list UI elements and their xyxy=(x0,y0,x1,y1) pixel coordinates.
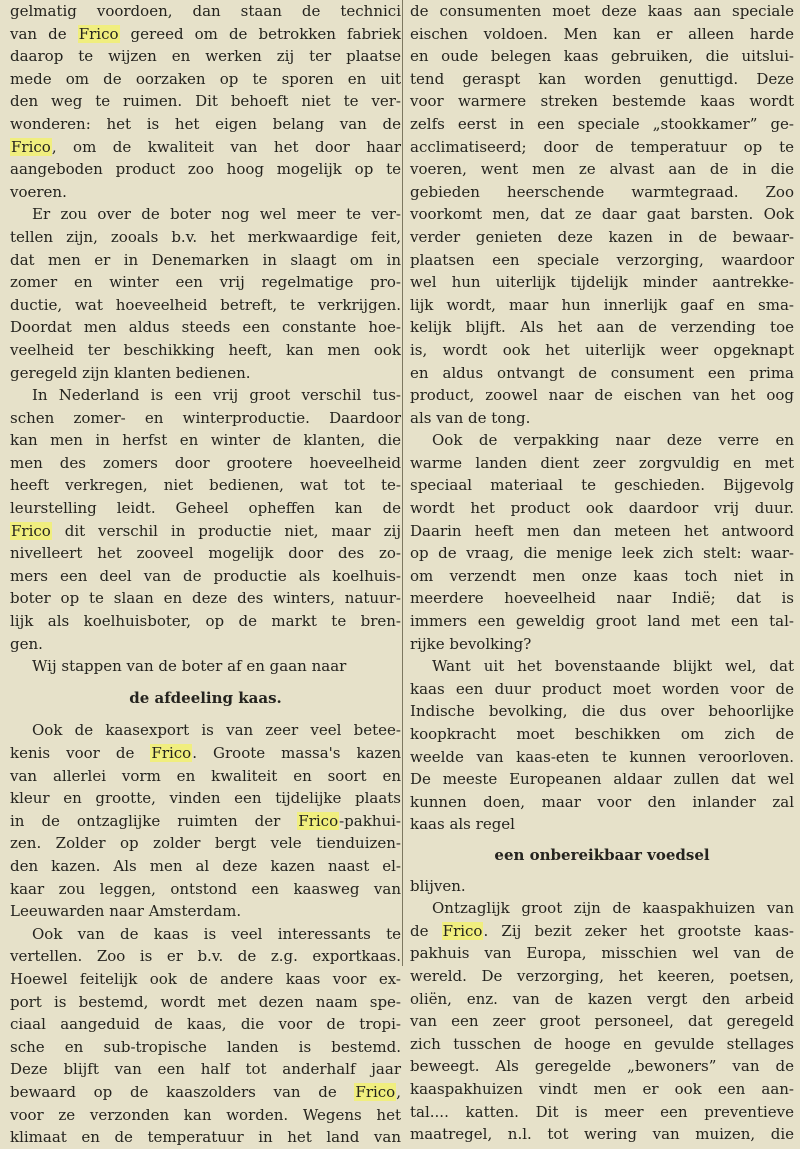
text-line: oliën, enz. van de kazen vergt den arbeid xyxy=(410,989,794,1008)
text-line: kaar zou leggen, ontstond een kaasweg van xyxy=(10,879,401,898)
text-line: blijven. xyxy=(410,876,466,895)
text-line: Frico dit verschil in productie niet, maar zij xyxy=(11,521,401,540)
text-line: maatregel, n.l. tot wering van muizen, die xyxy=(410,1125,794,1144)
text-line: daarop te wijzen en werken zij ter plaatse xyxy=(10,47,401,66)
search-highlight: Frico xyxy=(355,1082,396,1101)
text-line: voor warmere streken bestemde kaas wordt xyxy=(410,92,794,111)
text-line: pakhuis van Europa, misschien wel van de xyxy=(410,944,794,963)
section-heading: een onbereikbaar voedsel xyxy=(494,845,710,864)
text-line: zen. Zolder op zolder bergt vele tienduizen- xyxy=(10,834,401,853)
text-line: kaaspakhuizen vindt men er ook een aan- xyxy=(410,1079,794,1098)
text-line: speciaal materiaal te geschieden. Bijgevolg xyxy=(410,476,794,495)
text-line: Indische bevolking, die dus over behoorlijke xyxy=(410,702,794,721)
text-line: rijke bevolking? xyxy=(410,634,532,653)
text-line: Frico, om de kwaliteit van het door haar xyxy=(11,137,401,156)
search-highlight: Frico xyxy=(11,137,51,156)
text-line: Wij stappen van de boter af en gaan naar xyxy=(32,657,347,676)
text-line: klimaat en de temperatuur in het land van xyxy=(10,1128,401,1147)
search-highlight: Frico xyxy=(298,811,339,830)
text-line: gelmatig voordoen, dan staan de technici xyxy=(10,2,401,20)
text-line: gen. xyxy=(10,634,43,653)
text-line: koopkracht moet beschikken om zich de xyxy=(410,725,794,743)
text-line: Ook de kaasexport is van zeer veel betee- xyxy=(32,721,401,740)
text-line: veelheid ter beschikking heeft, kan men ook xyxy=(10,340,401,359)
text-line: in de ontzaglijke ruimten der Frico-pakhui- xyxy=(10,811,401,830)
search-highlight: Frico xyxy=(442,921,483,940)
text-line: sche en sub-tropische landen is bestemd. xyxy=(10,1037,401,1056)
text-line: zomer en winter een vrij regelmatige pro- xyxy=(10,273,401,292)
text-line: voor ze verzonden kan worden. Wegens het xyxy=(10,1105,401,1124)
text-line: verder genieten deze kazen in de bewaar- xyxy=(410,227,794,246)
text-line: Deze blijft van een half tot anderhalf jaar xyxy=(10,1060,401,1079)
text-line: plaatsen een speciale verzorging, waardoor xyxy=(410,250,794,269)
text-line: wonderen: het is het eigen belang van de xyxy=(10,114,401,133)
text-line: kenis voor de Frico. Groote massa's kazen xyxy=(10,744,401,762)
text-line: kaas een duur product moet worden voor de xyxy=(410,679,794,698)
text-line: port is bestemd, wordt met dezen naam spe- xyxy=(10,992,401,1011)
text-line: wereld. De verzorging, het keeren, poetsen, xyxy=(410,966,794,985)
text-line: gebieden heerschende warmtegraad. Zoo xyxy=(410,182,794,201)
text-line: voeren. xyxy=(10,182,67,201)
text-line: product, zoowel naar de eischen van het oog xyxy=(410,386,794,405)
text-line: mers een deel van de productie als koelhuis- xyxy=(10,566,401,585)
text-line: immers een geweldig groot land met een tal- xyxy=(410,612,794,631)
text-line: kaas als regel xyxy=(410,815,515,834)
text-line: van een zeer groot personeel, dat geregeld xyxy=(410,1012,794,1031)
text-line: Daarin heeft men dan meteen het antwoord xyxy=(410,521,794,540)
text-line: den kazen. Als men al deze kazen naast el- xyxy=(10,856,401,875)
text-line: de Frico. Zij bezit zeker het grootste kaas- xyxy=(410,921,794,940)
text-line: tal.... katten. Dit is meer een preventieve xyxy=(410,1102,794,1121)
search-highlight: Frico xyxy=(78,24,119,43)
text-line: wordt het product ook daardoor vrij duur. xyxy=(410,499,794,518)
text-line: ductie, wat hoeveelheid betreft, te verkrijgen. xyxy=(10,295,401,314)
text-line: kelijk blijft. Als het aan de verzending toe xyxy=(410,318,794,337)
text-line: zelfs eerst in een speciale „stookkamer” ge- xyxy=(410,114,794,133)
text-line: boter op te slaan en deze des winters, natuur- xyxy=(10,589,401,608)
text-line: op de vraag, die menige leek zich stelt: waar- xyxy=(410,544,794,563)
text-line: schen zomer- en winterproductie. Daardoor xyxy=(10,408,401,427)
search-highlight: Frico xyxy=(151,744,192,762)
text-line: beweegt. Als geregelde „bewoners” van de xyxy=(410,1057,794,1076)
text-line: acclimatiseerd; door de temperatuur op te xyxy=(410,137,794,156)
text-line: tend geraspt kan worden genuttigd. Deze xyxy=(410,69,794,88)
text-line: heeft verkregen, niet bedienen, wat tot te- xyxy=(10,476,401,495)
article-column-right xyxy=(410,0,794,1144)
text-line: Hoewel feitelijk ook de andere kaas voor ex- xyxy=(10,969,401,988)
text-line: meerdere hoeveelheid naar Indië; dat is xyxy=(410,589,794,608)
text-line: mede om de oorzaken op te sporen en uit xyxy=(10,69,401,88)
text-line: aangeboden product zoo hoog mogelijk op te xyxy=(10,160,401,179)
text-line: om verzendt men onze kaas toch niet in xyxy=(410,566,794,585)
text-line: en aldus ontvangt de consument een prima xyxy=(410,363,794,382)
text-line: van de Frico gereed om de betrokken fabriek xyxy=(10,24,401,43)
section-heading: de afdeeling kaas. xyxy=(129,688,282,707)
text-line: Ontzaglijk groot zijn de kaaspakhuizen van xyxy=(432,899,794,918)
text-line: voeren, went men ze alvast aan de in die xyxy=(410,160,794,179)
text-line: Er zou over de boter nog wel meer te ver- xyxy=(32,205,401,224)
text-line: kleur en grootte, vinden een tijdelijke plaats xyxy=(10,789,401,808)
text-line: leurstelling leidt. Geheel opheffen kan de xyxy=(10,499,401,518)
text-line: den weg te ruimen. Dit behoeft niet te ver- xyxy=(10,92,401,111)
text-line: bewaard op de kaaszolders van de Frico, xyxy=(10,1082,401,1101)
search-highlight: Frico xyxy=(11,521,51,540)
text-line: wel hun uiterlijk tijdelijk minder aantrekke- xyxy=(410,273,794,292)
text-line: nivelleert het zooveel mogelijk door des zo- xyxy=(10,544,401,563)
column-divider xyxy=(402,0,403,966)
text-line: zich tusschen de hooge en gevulde stellages xyxy=(410,1034,794,1053)
text-line: Doordat men aldus steeds een constante hoe- xyxy=(10,318,401,337)
text-line: warme landen dient zeer zorgvuldig en met xyxy=(410,453,794,472)
text-line: De meeste Europeanen aldaar zullen dat wel xyxy=(410,770,794,789)
text-line: eischen voldoen. Men kan er alleen harde xyxy=(410,24,794,43)
text-line: In Nederland is een vrij groot verschil tus- xyxy=(32,386,401,405)
text-line: als van de tong. xyxy=(410,408,531,427)
text-line: weelde van kaas-eten te kunnen veroorloven. xyxy=(410,747,794,766)
text-line: kan men in herfst en winter de klanten, die xyxy=(10,431,401,450)
text-line: dat men er in Denemarken in slaagt om in xyxy=(10,250,401,269)
text-line: van allerlei vorm en kwaliteit en soort en xyxy=(10,766,401,785)
text-line: geregeld zijn klanten bedienen. xyxy=(10,363,251,382)
text-line: men des zomers door grootere hoeveelheid xyxy=(10,453,401,472)
text-line: is, wordt ook het uiterlijk weer opgeknapt xyxy=(410,340,794,359)
text-line: lijk wordt, maar hun innerlijk gaaf en sma- xyxy=(410,295,794,314)
text-line: voorkomt men, dat ze daar gaat barsten. Ook xyxy=(410,205,794,224)
text-line: en oude belegen kaas gebruiken, die uitslui- xyxy=(410,47,794,66)
text-line: Want uit het bovenstaande blijkt wel, dat xyxy=(432,657,794,676)
text-line: Ook de verpakking naar deze verre en xyxy=(432,431,794,450)
text-line: kunnen doen, maar voor den inlander zal xyxy=(410,792,794,811)
text-line: Leeuwarden naar Amsterdam. xyxy=(10,902,242,921)
text-line: vertellen. Zoo is er b.v. de z.g. exportkaas. xyxy=(10,947,401,966)
article-column-left xyxy=(10,0,401,1147)
text-line: ciaal aangeduid de kaas, die voor de tropi- xyxy=(10,1015,401,1034)
text-line: tellen zijn, zooals b.v. het merkwaardige feit, xyxy=(10,227,401,246)
text-line: Ook van de kaas is veel interessants te xyxy=(32,924,401,943)
text-line: lijk als koelhuisboter, op de markt te bren- xyxy=(10,612,401,631)
text-line: de consumenten moet deze kaas aan speciale xyxy=(410,2,794,20)
